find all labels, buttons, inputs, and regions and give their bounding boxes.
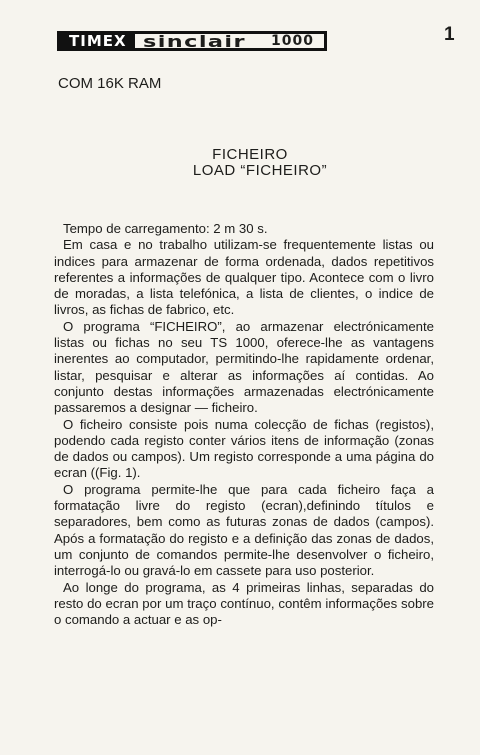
paragraph: O programa “FICHEIRO”, ao armazenar electrónicamente listas ou fichas no seu TS 1000, oferece-lhe as vantagens inerentes ao computador, permitindo-lhe rapidamente ordenar, listar, pesquisar e alterar as informações aí contidas. Ao conjunto destas informações armazenadas electrónicamente passaremos a designar — ficheiro. [54,318,434,416]
paragraph: Em casa e no trabalho utilizam-se frequentemente listas ou indices para armazenar de forma ordenada, dados repetitivos referentes a informações de qualquer tipo. Acontece com o livro de moradas, a lista telefónica, a lista de clientes, o indice de livros, as fichas de fabrico, etc. [54,237,434,318]
logo-model [135,31,324,51]
logo-model-name: sinclair [142,31,246,51]
timex-sinclair-logo [57,31,327,51]
body-text [54,221,434,628]
page-number: 1 [444,24,455,45]
program-title: FICHEIRO [212,146,288,163]
paragraph: Tempo de carregamento: 2 m 30 s. [63,221,268,236]
load-command: LOAD “FICHEIRO” [192,162,328,179]
paragraph: O ficheiro consiste pois numa colecção de fichas (registos), podendo cada registo conter vários itens de informação (zonas de dados ou campos). Um registo corresponde a uma página do ecran ((Fig. 1). [54,416,434,481]
logo-brand: TIMEX [69,32,127,50]
paragraph: Ao longe do programa, as 4 primeiras linhas, separadas do resto do ecran por um traço contínuo, contêm informações sobre o comando a actuar e as op- [54,579,434,628]
logo-model-number: 1000 [271,33,314,49]
paragraph: O programa permite-lhe que para cada ficheiro faça a formatação livre do registo (ecran),definindo títulos e separadores, bem como as futuras zonas de dados (campos). Após a formatação do registo e a definição das zonas de dados, um conjunto de comandos permite-lhe desenvolver o ficheiro, interrogá-lo ou gravá-lo em cassete para uso posterior. [54,481,434,579]
memory-subtitle: COM 16K RAM [58,75,162,92]
